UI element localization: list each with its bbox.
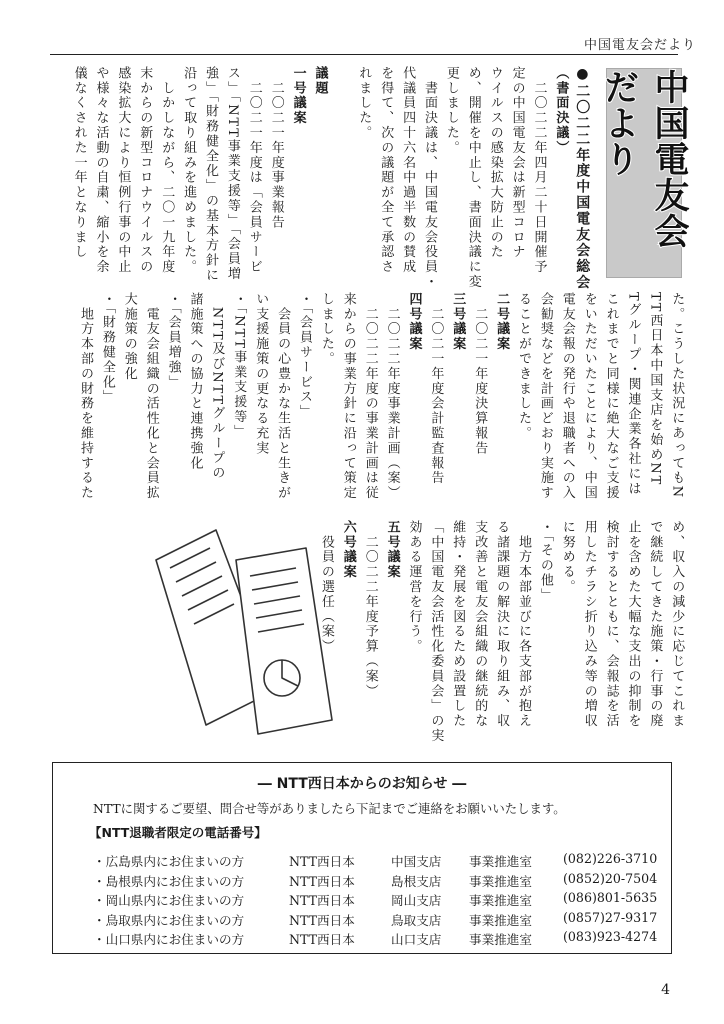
text-column: 検討するとともに、会報誌を活 (603, 520, 619, 729)
notice-company: NTT西日本 (289, 893, 355, 909)
text-column: 電友会組織の活性化と会員拡 (143, 292, 159, 501)
notice-phone-label: 【NTT退職者限定の電話番号】 (89, 825, 267, 840)
text-column: を得て、次の議題が全て承認さ (378, 66, 394, 275)
text-column: 二〇二二年度事業計画（案） (384, 292, 400, 501)
text-column: 二〇二二年四月二十日開催予 (531, 66, 547, 275)
notice-phone: (082)226-3710 (563, 851, 658, 866)
text-column: 更しました。 (443, 66, 459, 156)
text-column: ・「その他」 (537, 520, 553, 603)
text-column: 諸施策への協力と連携強化 (187, 292, 203, 471)
masthead-title: 中国電友会だより (599, 69, 689, 249)
text-column: 代議員四十六名中過半数の賛成 (400, 66, 416, 275)
text-column: 効ある運営を行う。 (406, 520, 422, 655)
documents-illustration (146, 520, 336, 760)
text-column: 書面決議は、中国電友会役員・ (421, 66, 437, 290)
page-number: 4 (661, 982, 670, 998)
text-column: 五号議案 (384, 520, 400, 580)
text-column: ・「会員サービス」 (296, 292, 312, 420)
text-column: め、開催を中止し、書面決議に変 (465, 66, 481, 290)
text-column: 維持・発展を図るため設置した (450, 520, 466, 729)
notice-dept: 事業推進室 (469, 932, 532, 948)
text-column: 二〇二二年度の事業計画は従 (362, 292, 378, 501)
text-column: た。こうした状況にあってもN (669, 292, 685, 499)
text-column: 強」「財務健全化」の基本方針に (202, 66, 218, 283)
notice-phone: (0852)20-7504 (563, 870, 658, 886)
text-column: をいただいたことにより、中国 (581, 292, 597, 501)
notice-area: ・島根県内にお住まいの方 (93, 873, 245, 889)
text-column: 二〇二一年度会計監査報告 (428, 292, 444, 486)
notice-phone: (083)923-4274 (563, 929, 658, 945)
text-column: 用したチラシ折り込み等の増収 (581, 520, 597, 729)
text-column: TT西日本中国支店を始めNT (647, 292, 663, 487)
notice-area: ・鳥取県内にお住まいの方 (93, 912, 245, 928)
text-column: め、収入の減少に応じてこれま (669, 520, 685, 729)
notice-company: NTT西日本 (289, 873, 355, 889)
text-column: 止を含めた大幅な支出の抑制を (625, 520, 641, 729)
text-column: しかしながら、二〇一九年度 (159, 66, 175, 275)
text-column: ウイルスの感染拡大防止のた (487, 66, 503, 260)
text-column: 定の中国電友会は新型コロナ (509, 66, 525, 260)
notice-branch: 山口支店 (391, 932, 442, 948)
text-column: 感染拡大により恒例行事の中止 (115, 66, 131, 275)
notice-phone: (0857)27-9317 (563, 909, 658, 925)
text-column: 来からの事業方針に沿って策定 (340, 292, 356, 501)
notice-area: ・山口県内にお住まいの方 (93, 932, 245, 948)
text-column: る諸課題の解決に取り組み、収 (494, 520, 510, 729)
text-column: や様々な活動の自粛、縮小を余 (93, 66, 109, 275)
text-column: ス」「NTT事業支援等」「会員増 (224, 66, 240, 282)
notice-company: NTT西日本 (289, 932, 355, 948)
notice-area: ・広島県内にお住まいの方 (93, 854, 245, 869)
text-column: 二〇二一年度は「会員サービ (246, 66, 262, 275)
notice-title: ― NTT西日本からのお知らせ ― (257, 776, 467, 792)
text-column: （書面決議） (553, 66, 569, 156)
text-column: 支改善と電友会組織の継続的な (472, 520, 488, 729)
notice-intro: NTTに関するご要望、問合せ等がありましたら下記までご連絡をお願いいたします。 (93, 801, 566, 816)
notice-branch: 岡山支店 (391, 893, 442, 909)
text-column: しました。 (318, 292, 334, 367)
text-column: 末からの新型コロナウイルスの (137, 66, 153, 275)
notice-branch: 鳥取支店 (391, 912, 442, 928)
text-column: 六号議案 (340, 520, 356, 580)
notice-area: ・岡山県内にお住まいの方 (93, 893, 245, 909)
text-column: に努める。 (559, 520, 575, 595)
notice-row (93, 929, 663, 951)
page-header-title: 中国電友会だより (583, 38, 696, 53)
text-column: で継続してきた施策・行事の廃 (647, 520, 663, 729)
text-column: Tグループ・関連企業各社には (625, 292, 641, 497)
masthead (599, 68, 689, 278)
text-column: 地方本部並びに各支部が抱え (515, 520, 531, 729)
notice-company: NTT西日本 (289, 912, 355, 928)
notice-dept: 事業推進室 (469, 912, 532, 928)
notice-branch: 中国支店 (391, 854, 442, 869)
ntt-notice-box (52, 762, 672, 954)
text-column: 一号議案 (290, 66, 306, 126)
text-column: 四号議案 (406, 292, 422, 352)
text-column: 二号議案 (494, 292, 510, 352)
text-column: ることができました。 (515, 292, 531, 441)
text-column: NTT及びNTTグループの (209, 292, 225, 481)
text-column: 電友会報の発行や退職者への入 (559, 292, 575, 501)
text-column: れました。 (356, 66, 372, 141)
text-column: これまでと同様に絶大なご支援 (603, 292, 619, 501)
text-column: 地方本部の財務を維持するた (77, 292, 93, 501)
text-column: ●二〇二二年度中国電友会総会 (574, 66, 591, 291)
text-column: 儀なくされた一年となりまし (71, 66, 87, 260)
notice-company: NTT西日本 (289, 854, 355, 869)
text-column: 議題 (312, 66, 328, 96)
notice-branch: 島根支店 (391, 873, 442, 889)
text-column: 役員の選任（案） (318, 520, 334, 655)
notice-dept: 事業推進室 (469, 893, 532, 909)
text-column: 大施策の強化 (121, 292, 137, 382)
text-column: ・「会員増強」 (165, 292, 181, 390)
text-column: 会員の心豊かな生活と生きが (275, 292, 291, 501)
header-rule (50, 54, 678, 55)
text-column: 「中国電友会活性化委員会」の実 (428, 520, 444, 744)
text-column: 会勧奨などを計画どおり実施す (537, 292, 553, 501)
text-column: い支援施策の更なる充実 (253, 292, 269, 456)
text-column: ・「NTT事業支援等」 (231, 292, 247, 440)
notice-dept: 事業推進室 (469, 873, 532, 889)
text-column: 三号議案 (450, 292, 466, 352)
notice-dept: 事業推進室 (469, 854, 532, 869)
text-column: 二〇二二年度予算（案） (362, 520, 378, 699)
text-column: 沿って取り組みを進めました。 (181, 66, 197, 275)
text-column: 二〇二一年度決算報告 (472, 292, 488, 456)
text-column: ・「財務健全化」 (99, 292, 115, 405)
notice-phone: (086)801-5635 (563, 890, 658, 906)
text-column: 二〇二一年度事業報告 (268, 66, 284, 230)
